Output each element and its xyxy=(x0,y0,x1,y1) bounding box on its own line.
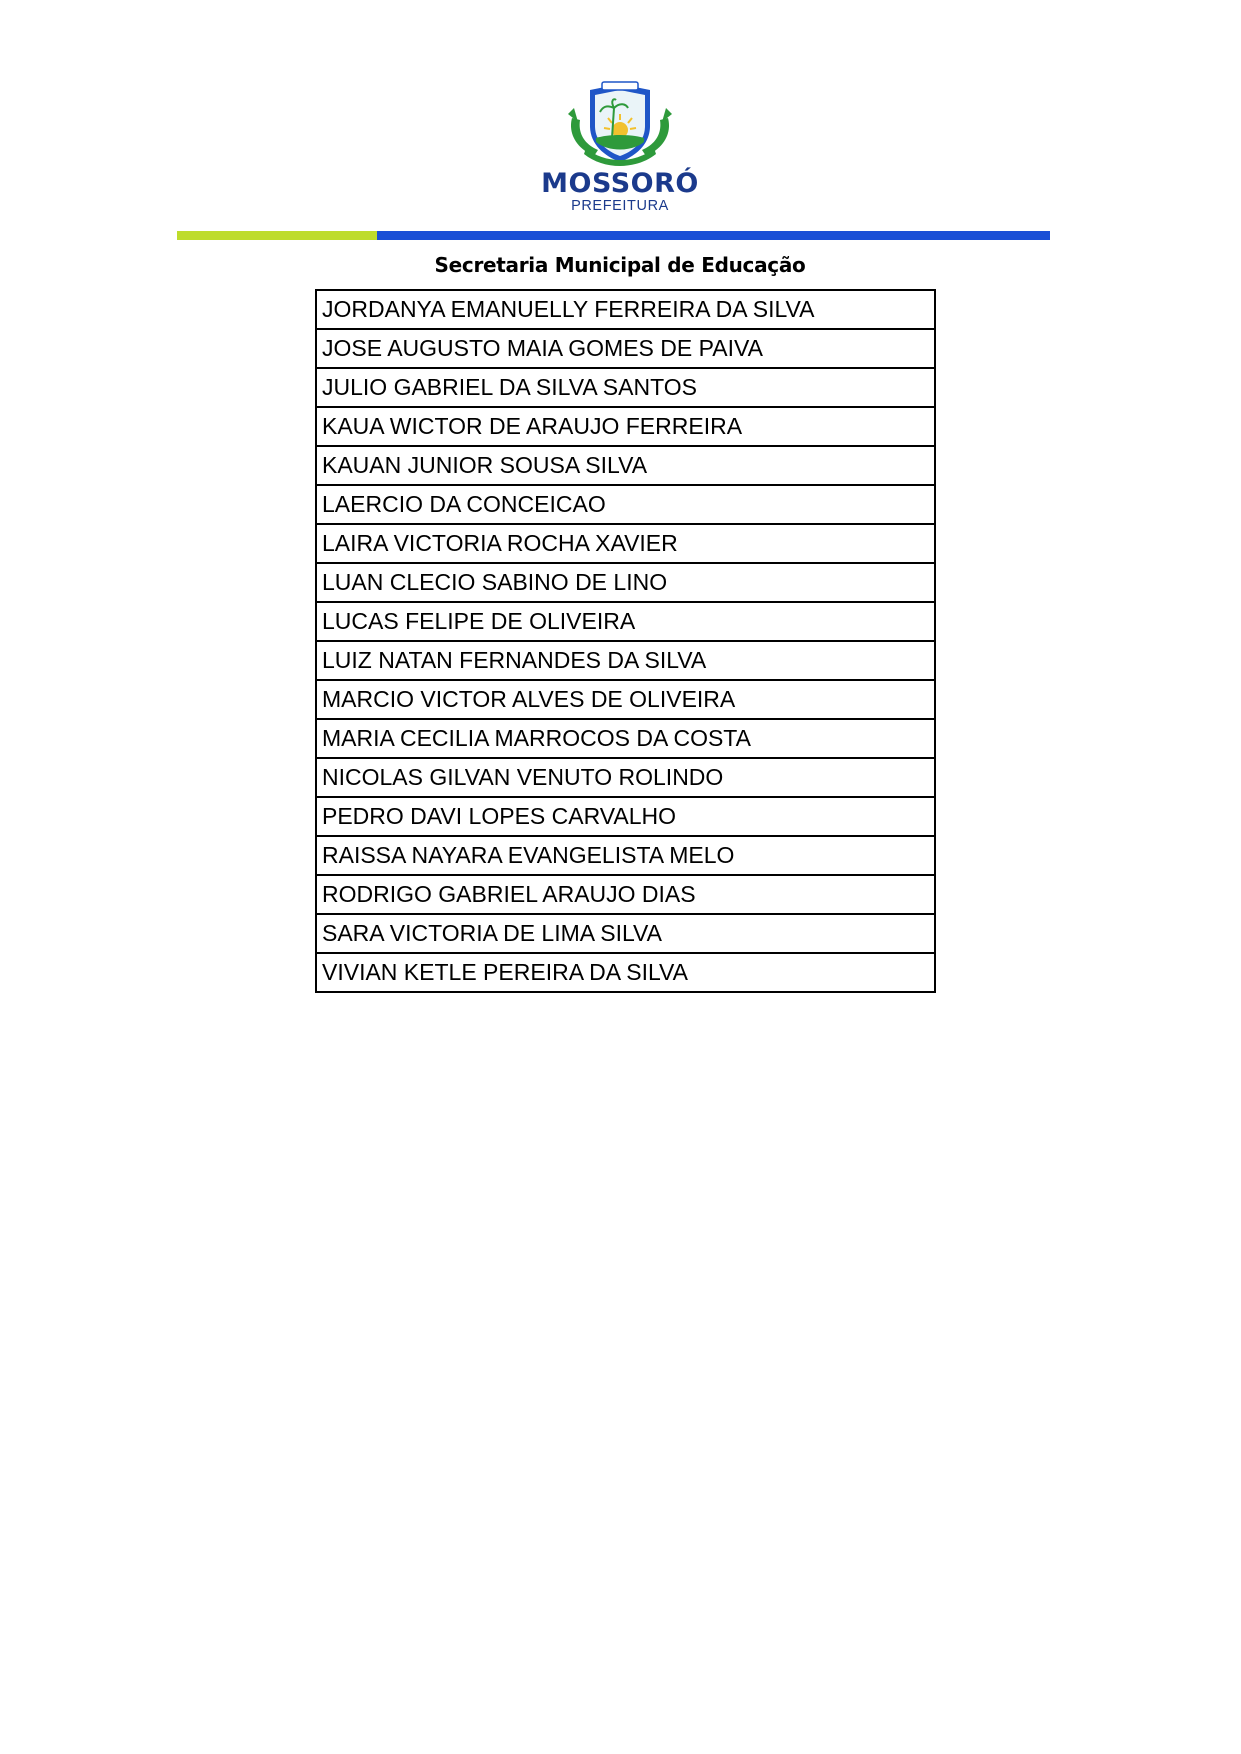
name-cell: MARCIO VICTOR ALVES DE OLIVEIRA xyxy=(316,680,935,719)
logo-name: MOSSORÓ xyxy=(541,168,699,199)
table-row xyxy=(316,368,935,407)
name-cell: JULIO GABRIEL DA SILVA SANTOS xyxy=(316,368,935,407)
table-row xyxy=(316,290,935,329)
name-cell: MARIA CECILIA MARROCOS DA COSTA xyxy=(316,719,935,758)
accent-bar-lime xyxy=(177,231,377,240)
table-row xyxy=(316,914,935,953)
name-cell: NICOLAS GILVAN VENUTO ROLINDO xyxy=(316,758,935,797)
table-row xyxy=(316,329,935,368)
names-table xyxy=(315,289,936,993)
prefeitura-logo xyxy=(520,78,720,218)
table-row xyxy=(316,758,935,797)
table-row xyxy=(316,485,935,524)
table-row xyxy=(316,407,935,446)
table-row xyxy=(316,836,935,875)
name-cell: LUIZ NATAN FERNANDES DA SILVA xyxy=(316,641,935,680)
name-cell: JORDANYA EMANUELLY FERREIRA DA SILVA xyxy=(316,290,935,329)
accent-bar-blue xyxy=(377,231,1050,240)
table-row xyxy=(316,719,935,758)
name-cell: RAISSA NAYARA EVANGELISTA MELO xyxy=(316,836,935,875)
table-row xyxy=(316,563,935,602)
table-row xyxy=(316,602,935,641)
table-row xyxy=(316,641,935,680)
name-cell: SARA VICTORIA DE LIMA SILVA xyxy=(316,914,935,953)
document-title: Secretaria Municipal de Educação xyxy=(434,253,806,277)
table-row xyxy=(316,797,935,836)
table-row xyxy=(316,680,935,719)
name-cell: PEDRO DAVI LOPES CARVALHO xyxy=(316,797,935,836)
name-cell: JOSE AUGUSTO MAIA GOMES DE PAIVA xyxy=(316,329,935,368)
name-cell: KAUAN JUNIOR SOUSA SILVA xyxy=(316,446,935,485)
name-cell: KAUA WICTOR DE ARAUJO FERREIRA xyxy=(316,407,935,446)
name-cell: LUCAS FELIPE DE OLIVEIRA xyxy=(316,602,935,641)
name-cell: LAERCIO DA CONCEICAO xyxy=(316,485,935,524)
table-row xyxy=(316,446,935,485)
logo-subtitle: PREFEITURA xyxy=(571,198,669,214)
municipal-crest-icon xyxy=(560,78,680,168)
table-row xyxy=(316,524,935,563)
table-row xyxy=(316,875,935,914)
name-cell: LAIRA VICTORIA ROCHA XAVIER xyxy=(316,524,935,563)
name-cell: RODRIGO GABRIEL ARAUJO DIAS xyxy=(316,875,935,914)
table-row xyxy=(316,953,935,992)
name-cell: LUAN CLECIO SABINO DE LINO xyxy=(316,563,935,602)
name-cell: VIVIAN KETLE PEREIRA DA SILVA xyxy=(316,953,935,992)
